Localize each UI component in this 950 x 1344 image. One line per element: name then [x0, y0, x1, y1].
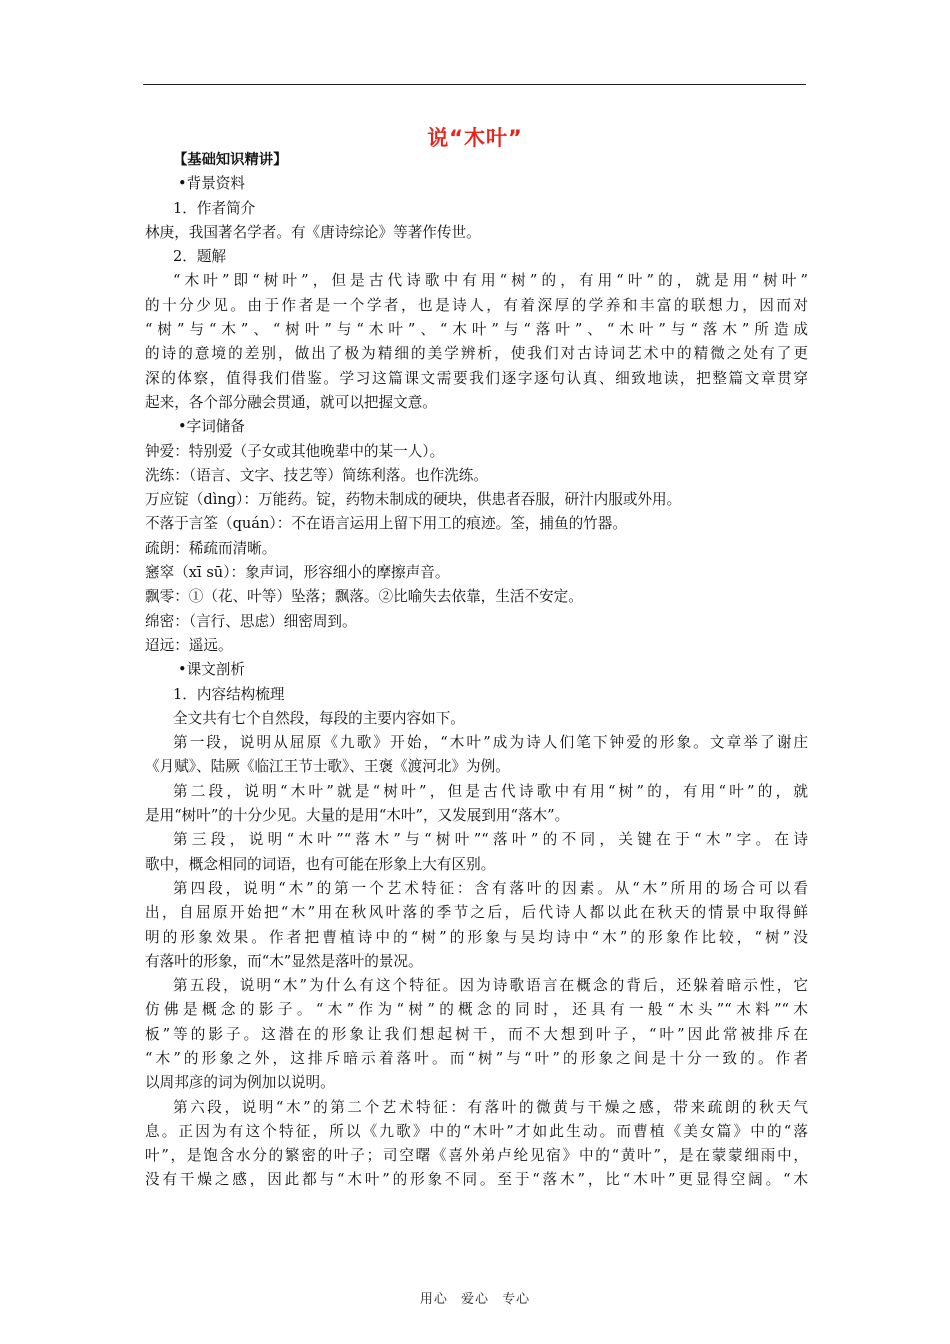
- paragraph-line: 息。正因为有这个特征，所以《九歌》中的“木叶”才如此生动。而曹植《美女篇》中的“落: [145, 1122, 808, 1140]
- paragraph-line: “树”与“木”、“树叶”与“木叶”、“木叶”与“落叶”、“木叶”与“落木”所造成: [145, 321, 808, 339]
- paragraph-line: 全文共有七个自然段，每段的主要内容如下。: [173, 709, 465, 727]
- paragraph-line: 第五段，说明“木”为什么有这个特征。因为诗歌语言在概念的背后，还躲着暗示性，它: [173, 977, 808, 995]
- vocab-entry: 绵密：（言行、思虑）细密周到。: [145, 612, 357, 630]
- subsection-heading: •背景资料: [178, 175, 245, 193]
- vocab-entry: 飘零：①（花、叶等）坠落；飘落。②比喻失去依靠，生活不安定。: [145, 588, 583, 606]
- paragraph-line: 第四段，说明“木”的第一个艺术特征：含有落叶的因素。从“木”所用的场合可以看: [173, 879, 808, 897]
- paragraph-line: 以周邦彦的词为例加以说明。: [145, 1074, 335, 1092]
- paragraph-line: 叶”，是饱含水分的繁密的叶子；司空曙《喜外弟卢纶见宿》中的“黄叶”，是在蒙蒙细雨中，: [145, 1147, 808, 1165]
- paragraph-line: 没有干燥之感，因此都与“木叶”的形象不同。至于“落木”，比“木叶”更显得空阔。“木: [145, 1171, 808, 1189]
- page-title: 说“木叶”: [427, 126, 523, 150]
- paragraph-line: 是用“树叶”的十分少见。大量的是用“木叶”，又发展到用“落木”。: [145, 807, 570, 825]
- paragraph-line: 仿佛是概念的影子。“木”作为“树”的概念的同时，还具有一般“木头”“木料”“木: [145, 1001, 808, 1019]
- paragraph-line: 歌中，概念相同的词语，也有可能在形象上大有区别。: [145, 855, 496, 873]
- paragraph-line: 第六段，说明“木”的第二个艺术特征：有落叶的微黄与干燥之感，带来疏朗的秋天气: [173, 1098, 808, 1116]
- paragraph-line: 第三段，说明“木叶”“落木”与“树叶”“落叶”的不同，关键在于“木”字。在诗: [173, 831, 808, 849]
- subsection-heading: •字词储备: [178, 418, 245, 436]
- numbered-heading: 1．作者简介: [173, 199, 256, 217]
- numbered-heading: 2．题解: [173, 248, 227, 266]
- paragraph-line: 有落叶的形象，而“木”显然是落叶的景况。: [145, 952, 423, 970]
- paragraph-line: 起来，各个部分融会贯通，就可以把握文意。: [145, 393, 437, 411]
- vocab-entry: 窸窣（xī sū）：象声词，形容细小的摩擦声音。: [145, 564, 450, 582]
- vocab-entry: 洗练：（语言、文字、技艺等）简练利落。也作洗练。: [145, 466, 488, 484]
- paragraph-line: “木”的形象之外，这排斥暗示着落叶。而“树”与“叶”的形象之间是十分一致的。作者: [145, 1049, 808, 1067]
- body-text: [145, 148, 808, 1193]
- vocab-entry: 万应锭（dìng）：万能药。锭，药物未制成的硬块，供患者吞服，研汁内服或外用。: [145, 491, 682, 509]
- paragraph-line: 林庚，我国著名学者。有《唐诗综论》等著作传世。: [145, 223, 481, 241]
- paragraph-line: 出，自屈原开始把“木”用在秋风叶落的季节之后，后代诗人都以此在秋天的情景中取得鲜: [145, 904, 808, 922]
- vocab-entry: 疏朗：稀疏而清晰。: [145, 539, 277, 557]
- page-footer: 用心 爱心 专心: [419, 1292, 531, 1307]
- paragraph-line: 板”等的影子。这潜在的形象让我们想起树干，而不大想到叶子，“叶”因此常被排斥在: [145, 1025, 808, 1043]
- paragraph-line: 《月赋》、陆厥《临江王节士歌》、王褒《渡河北》为例。: [145, 758, 510, 776]
- header-rule: [143, 84, 806, 85]
- paragraph-line: 的诗的意境的差别，做出了极为精细的美学辨析，使我们对古诗词艺术中的精微之处有了更: [145, 345, 808, 363]
- vocab-entry: 迢远：遥远。: [145, 636, 233, 654]
- paragraph-line: “木叶”即“树叶”，但是古代诗歌中有用“树”的，有用“叶”的，就是用“树叶”: [173, 272, 808, 290]
- paragraph-line: 第二段，说明“木叶”就是“树叶”，但是古代诗歌中有用“树”的，有用“叶”的，就: [173, 782, 808, 800]
- vocab-entry: 不落于言筌（quán）：不在语言运用上留下用工的痕迹。筌，捕鱼的竹器。: [145, 515, 627, 533]
- paragraph-line: 的十分少见。由于作者是一个学者，也是诗人，有着深厚的学养和丰富的联想力，因而对: [145, 296, 808, 314]
- paragraph-line: 明的形象效果。作者把曹植诗中的“树”的形象与吴均诗中“木”的形象作比较，“树”没: [145, 928, 808, 946]
- section-heading: 【基础知识精讲】: [173, 152, 288, 168]
- subsection-heading: •课文剖析: [178, 661, 245, 679]
- paragraph-line: 深的体察，值得我们借鉴。学习这篇课文需要我们逐字逐句认真、细致地读，把整篇文章贯穿: [145, 369, 808, 387]
- paragraph-line: 第一段，说明从屈原《九歌》开始，“木叶”成为诗人们笔下钟爱的形象。文章举了谢庄: [173, 734, 808, 752]
- vocab-entry: 钟爱：特别爱（子女或其他晚辈中的某一人）。: [145, 442, 445, 460]
- numbered-heading: 1．内容结构梳理: [173, 685, 285, 703]
